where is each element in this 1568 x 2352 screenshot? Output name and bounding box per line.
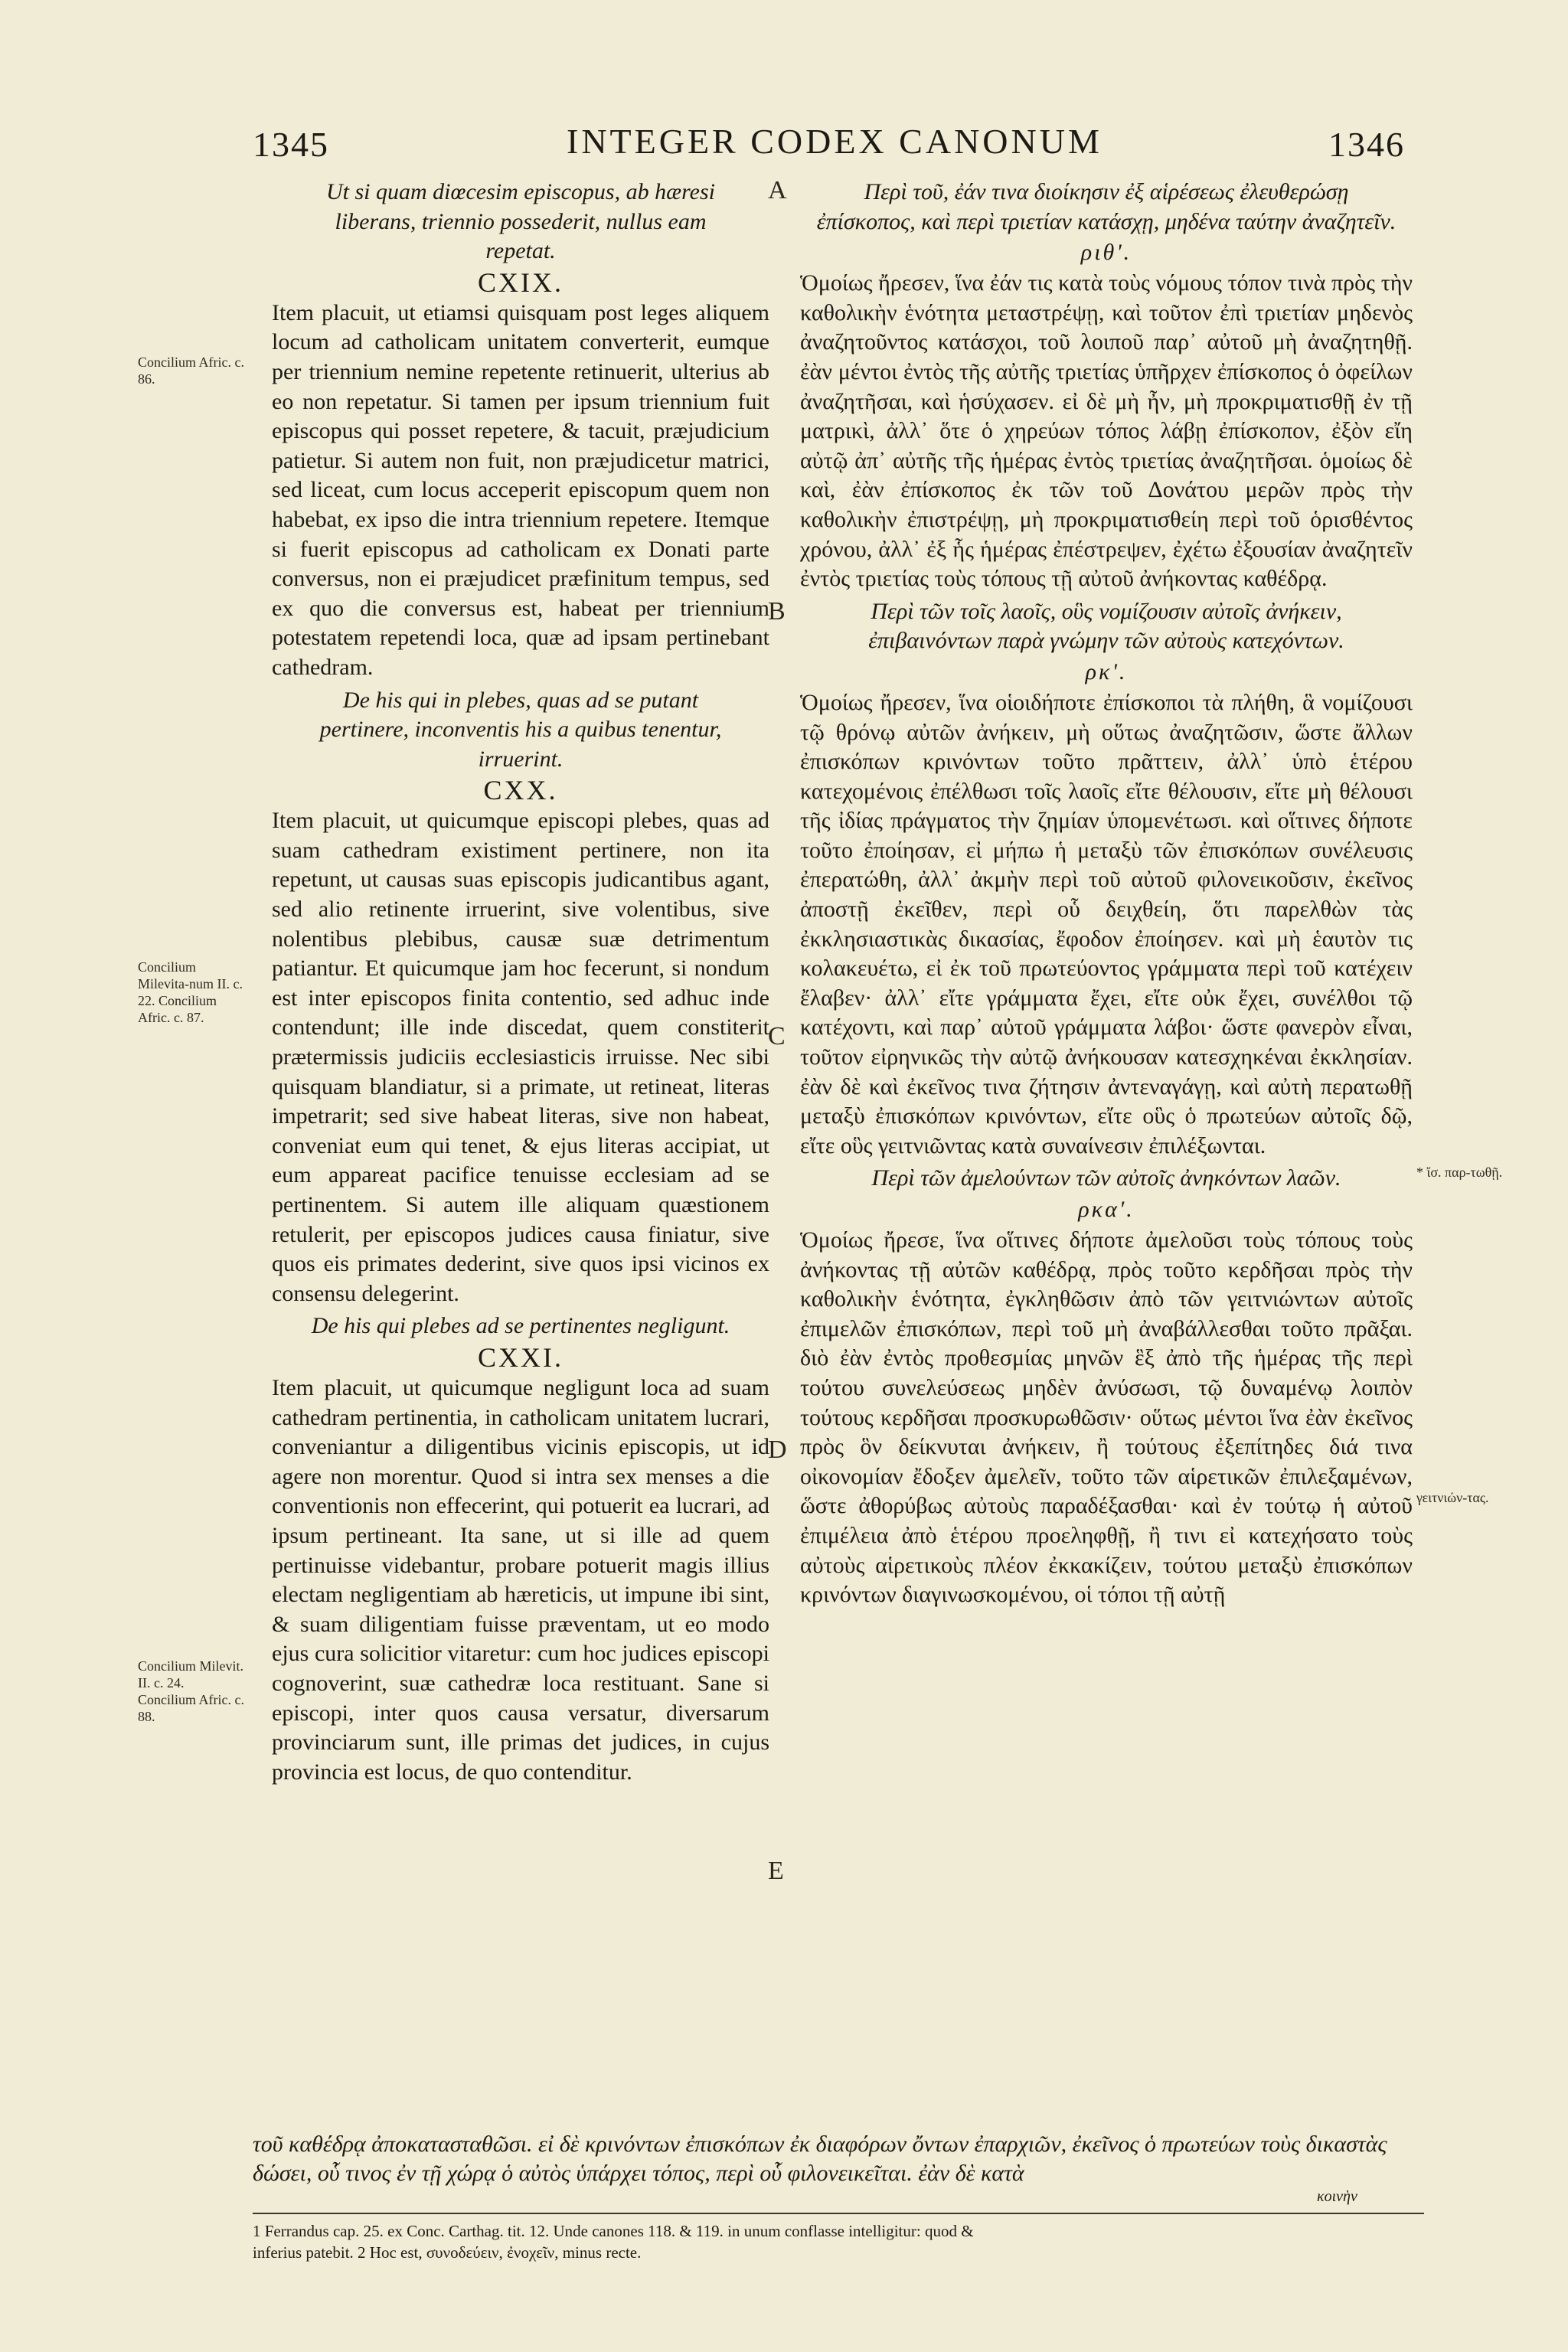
margin-note-concilium-afric-86: Concilium Afric. c. 86.	[138, 354, 244, 387]
page-number-right: 1346	[1328, 125, 1405, 164]
greek-heading-119: Περὶ τοῦ, ἐάν τινα διοίκησιν ἐξ αἱρέσεως ἐλευθερώσῃ ἐπίσκοπος, καὶ περὶ τριετίαν κατάσχῃ, μηδένα ταύτην ἀναζητεῖν.	[816, 179, 1396, 234]
catchword: κοινὴν	[1317, 2188, 1357, 2205]
latin-heading-121: De his qui plebes ad se pertinentes negligunt.	[311, 1313, 730, 1339]
running-title: INTEGER CODEX CANONUM	[567, 122, 1102, 161]
margin-letter-b: B	[768, 597, 786, 626]
greek-column	[800, 178, 1413, 1610]
margin-letter-c: C	[768, 1022, 786, 1050]
latin-canon-number-119: CXIX.	[478, 266, 564, 298]
margin-note-concilium-milevit-24: Concilium Milevit. II. c. 24. Concilium Afric. c. 88.	[138, 1658, 244, 1724]
greek-text-120: Ὁμοίως ἤρεσεν, ἵνα οἱοιδήποτε ἐπίσκοποι τὰ πλήθη, ἃ νομίζουσι τῷ θρόνῳ αὐτῶν ἀνήκειν, μὴ οὕτως ἀναζητῶσιν, ὥστε ἄλλων ἐπισκόπων κρινόντων τοῦτο πρᾶττειν, ἀλλ᾽ ὑπὸ ἑτέρου κατεχομένοις ἐπέλθωσι τοῖς λαοῖς εἴτε θέλουσιν, εἴτε μὴ θέλουσι τῆς ἰδίας πράγματος τὴν ζημίαν ὑπομενέτωσι. καὶ οἵτινες δήποτε τοῦτο ἐποίησαν, εἰ μήπω ἡ μεταξὺ τῶν ἐπισκόπων συνέλευσις ἐπερατώθη, ἀλλ᾽ ἀκμὴν περὶ τοῦ αὐτοῦ φιλονεικοῦσιν, ἐκεῖνος ἀποστῇ ἐκεῖθεν, περὶ οὗ δειχθείη, ὅτι παρελθὼν τὰς ἐκκλησιαστικὰς δικασίας, ἔφοδον ἐποίησεν. καὶ μὴ ἑαυτὸν τις κολακευέτω, εἰ ἐκ τοῦ πρωτεύοντος γράμματα περὶ τοῦ κατέχειν ἔλαβεν· ἀλλ᾽ εἴτε γράμματα ἔχει, εἴτε οὐκ ἔχει, συνέλθοι τῷ κατέχοντι, καὶ παρ᾽ αὐτοῦ γράμματα λάβοι· ὥστε φανερὸν εἶναι, τοῦτον εἰρηνικῶς τὴν αὐτῷ ἀνήκουσαν κατεσχηκέναι ἐκκλησίαν. ἐὰν δὲ καὶ ἐκεῖνος τινα ζήτησιν ἀντεναγάγῃ, καὶ αὐτὴ περατωθῇ μεταξὺ ἐπισκόπων κρινόντων, εἴτε οὓς ὁ πρωτεύων αὐτοῖς δῷ, εἴτε οὓς γειτνιῶντας κατὰ συναίνεσιν ἐπιλέξωνται.	[800, 689, 1413, 1158]
footnote-rule	[253, 2213, 1424, 2214]
greek-canon-number-119: ριθ'.	[1080, 240, 1132, 266]
page-header	[0, 115, 1568, 168]
latin-heading-119: Ut si quam diœcesim episcopus, ab hæresi liberans, triennio possederit, nullus eam repetat.	[325, 179, 716, 264]
latin-canon-number-120: CXX.	[483, 775, 558, 806]
greek-text-119: Ὁμοίως ἤρεσεν, ἵνα ἐάν τις κατὰ τοὺς νόμους τόπον τινὰ πρὸς τὴν καθολικὴν ἑνότητα μεταστρέψῃ, καὶ τοῦτον ἐπὶ τριετίαν μηδενὸς ἀναζητοῦντος κατάσχοι, τοῦ λοιποῦ παρ᾽ αὐτοῦ μὴ ἀναζητηθῇ. ἐὰν μέντοι ἐντὸς τῆς αὐτῆς τριετίας ὑπῆρχεν ἐπίσκοπος ὁ ὀφείλων ἀναζητῆσαι, καὶ ἡσύχασεν. εἰ δὲ μὴ ἦν, μὴ προκριματισθῇ ἐν τῇ ματρικὶ, ἀλλ᾽ ὅτε ὁ χηρεύων τόπος λάβῃ ἐπίσκοπον, ἐξὸν εἴη αὐτῷ ἀπ᾽ αὐτῆς τῆς ἡμέρας ἐντὸς τριετίας ἀναζητῆσαι. ὁμοίως δὲ καὶ, ἐὰν ἐπίσκοπος ἐκ τῶν τοῦ Δονάτου μερῶν πρὸς τὴν καθολικὴν ἐπιστρέψῃ, μὴ προκριματισθείη περὶ τοῦ ὁρισθέντος χρόνου, ἀλλ᾽ ἐξ ἧς ἡμέρας ἐπέστρεψεν, ἐχέτω ἐξουσίαν ἀναζητεῖν ἐντὸς τριετίας τοὺς τόπους τῇ αὐτοῦ ἀνήκοντας καθέδρᾳ.	[800, 270, 1413, 592]
margin-note-concilium-milevitanum-22: Concilium Milevita-num II. c. 22. Concilium Afric. c. 87.	[138, 959, 243, 1025]
footnote-2: inferius patebit. 2 Hoc est, συνοδεύειν, ἐνοχεῖν, minus recte.	[253, 2243, 642, 2262]
footnote-1: 1 Ferrandus cap. 25. ex Conc. Carthag. tit. 12. Unde canones 118. & 119. in unum conflasse intelligitur: quod &	[253, 2222, 974, 2240]
greek-canon-number-121: ρκα'.	[1078, 1197, 1135, 1222]
latin-canon-number-121: CXXI.	[478, 1341, 564, 1373]
greek-heading-121: Περὶ τῶν ἀμελούντων τῶν αὐτοῖς ἀνηκόντων λαῶν.	[871, 1165, 1341, 1191]
latin-heading-120: De his qui in plebes, quas ad se putant pertinere, inconventis his a quibus tenentur, irruerint.	[319, 687, 722, 772]
margin-note-right-2: γειτνιών-τας.	[1416, 1490, 1489, 1505]
margin-letter-a: A	[768, 176, 787, 204]
greek-heading-120: Περὶ τῶν τοῖς λαοῖς, οὓς νομίζουσιν αὐτοῖς ἀνήκειν, ἐπιβαινόντων παρὰ γνώμην τῶν αὐτοὺς κατεχόντων.	[868, 598, 1344, 654]
latin-column	[272, 178, 769, 1787]
latin-text-119: Item placuit, ut etiamsi quisquam post leges aliquem locum ad catholicam unitatem converterit, eumque per triennium nemine repetente retinuerit, ulterius ab eo non repetatur. Si tamen per ipsum triennium fuit episcopus qui posset repetere, & tacuit, præjudicium patietur. Si autem non fuit, non præjudicetur matrici, sed liceat, cum locus acceperit episcopum quem non habebat, ex ipso die intra triennium repetere. Itemque si fuerit episcopus ad catholicam ex Donati parte conversus, non ei præjudicet præfinitum tempus, sed ex quo die conversus est, habeat per triennium potestatem repetendi loca, quæ ad ipsam pertinebant cathedram.	[272, 299, 769, 680]
greek-canon-number-120: ρκ'.	[1085, 658, 1128, 684]
latin-text-121: Item placuit, ut quicumque negligunt loca ad suam cathedram pertinentia, in catholicam unitatem lucrari, conveniantur a diligentibus vicinis episcopis, ut id agere non morentur. Quod si intra sex menses a die conventionis non effecerint, qui potuerit ea lucrari, ad ipsum pertineant. Ita sane, ut si ille ad quem pertinuisse videbantur, probare potuerit magis illius electam negligentiam ab hæreticis, ut impune ibi sint, & suam diligentiam fuisse præventam, ut eo modo ejus cura solicitior vitaretur: cum hoc judices episcopi cognoverint, suæ cathedræ loca restituant. Sane si episcopi, inter quos causa versatur, diversarum provinciarum sunt, ille primas det judices, in cujus provincia est locus, de quo contenditur.	[272, 1374, 769, 1785]
margin-letter-e: E	[768, 1857, 784, 1885]
margin-note-right-1: * ἴσ. παρ-τωθῇ.	[1416, 1165, 1503, 1180]
greek-continuation-full-width: τοῦ καθέδρᾳ ἀποκατασταθῶσι. εἰ δὲ κρινόντων ἐπισκόπων ἐκ διαφόρων ὄντων ἐπαρχιῶν, ἐκεῖνος ὁ πρωτεύων τοὺς δικαστὰς δώσει, οὗ τινος ἐν τῇ χώρᾳ ὁ αὐτὸς ὑπάρχει τόπος, περὶ οὗ φιλονεικεῖται. ἐὰν δὲ κατὰ	[253, 2132, 1387, 2186]
page-number-left: 1345	[253, 125, 329, 164]
greek-text-121: Ὁμοίως ἤρεσε, ἵνα οἵτινες δήποτε ἀμελοῦσι τοὺς τόπους τοὺς ἀνήκοντας τῇ αὐτῶν καθέδρᾳ, πρὸς τοῦτο κερδῆσαι πρὸς τὴν καθολικὴν ἑνότητα, ἐγκληθῶσιν ἀπὸ τῶν γειτνιώντων αὐτοῖς ἐπιμελῶν ἐπισκόπων, περὶ τοῦ μὴ ἀναβάλλεσθαι τοῦτο πρᾶξαι. διὸ ἐὰν ἐντὸς προθεσμίας μηνῶν ἓξ ἀπὸ τῆς ἡμέρας τῆς περὶ τούτου συνελεύσεως μηδὲν ἀνύσωσι, τῷ δυναμένῳ λοιπὸν τούτους κερδῆσαι προσκυρωθῶσιν· οὕτως μέντοι ἵνα ἐὰν ἐκεῖνος πρὸς ὃν δείκνυται ἀνήκειν, ἢ τούτους ἐξεπίτηδες διά τινα οἰκονομίαν ἔδοξεν ἀμελεῖν, τοῦτο τῶν αἱρετικῶν ἐπιλεξαμένων, ὥστε ἀθορύβως αὐτοὺς παραδέξασθαι· καὶ ἐν τούτῳ ἡ αὐτοῦ ἐπιμέλεια ἀπὸ ἑτέρου προεληφθῇ, ἢ τινι εἰ κατεχήσατο τοὺς αὐτοὺς αἱρετικοὺς πλέον ἐκκακίζειν, τούτου μεταξὺ ἐπισκόπων κρινόντων διαγινωσκομένου, οἱ τόποι τῇ αὐτῇ	[800, 1227, 1413, 1608]
latin-text-120: Item placuit, ut quicumque episcopi plebes, quas ad suam cathedram existiment pertinere, non ita repetunt, ut causas suas episcopis judicantibus agant, sed alio retinente irruerint, sive volentibus, sive nolentibus plebibus, causæ suæ detrimentum patiantur. Et quicumque jam hoc fecerunt, si nondum est inter episcopos finita contentio, sed adhuc inde contendunt; ille inde discedat, quem constiterit prætermissis judiciis ecclesiasticis irruisse. Nec sibi quisquam blandiatur, si a primate, ut retineat, literas impetrarit; sed sive habeat literas, sive non habeat, conveniat eum qui tenet, & ejus literas accipiat, ut eum appareat pacifice tenuisse ecclesiam ad se pertinentem. Si autem ille aliquam quæstionem retulerit, per episcopos judices causa finiatur, sive quos eis primates dederint, sive quos ipsi vicinos ex consensu delegerint.	[272, 808, 769, 1306]
footnotes	[253, 2220, 1424, 2263]
margin-letter-d: D	[768, 1436, 787, 1464]
